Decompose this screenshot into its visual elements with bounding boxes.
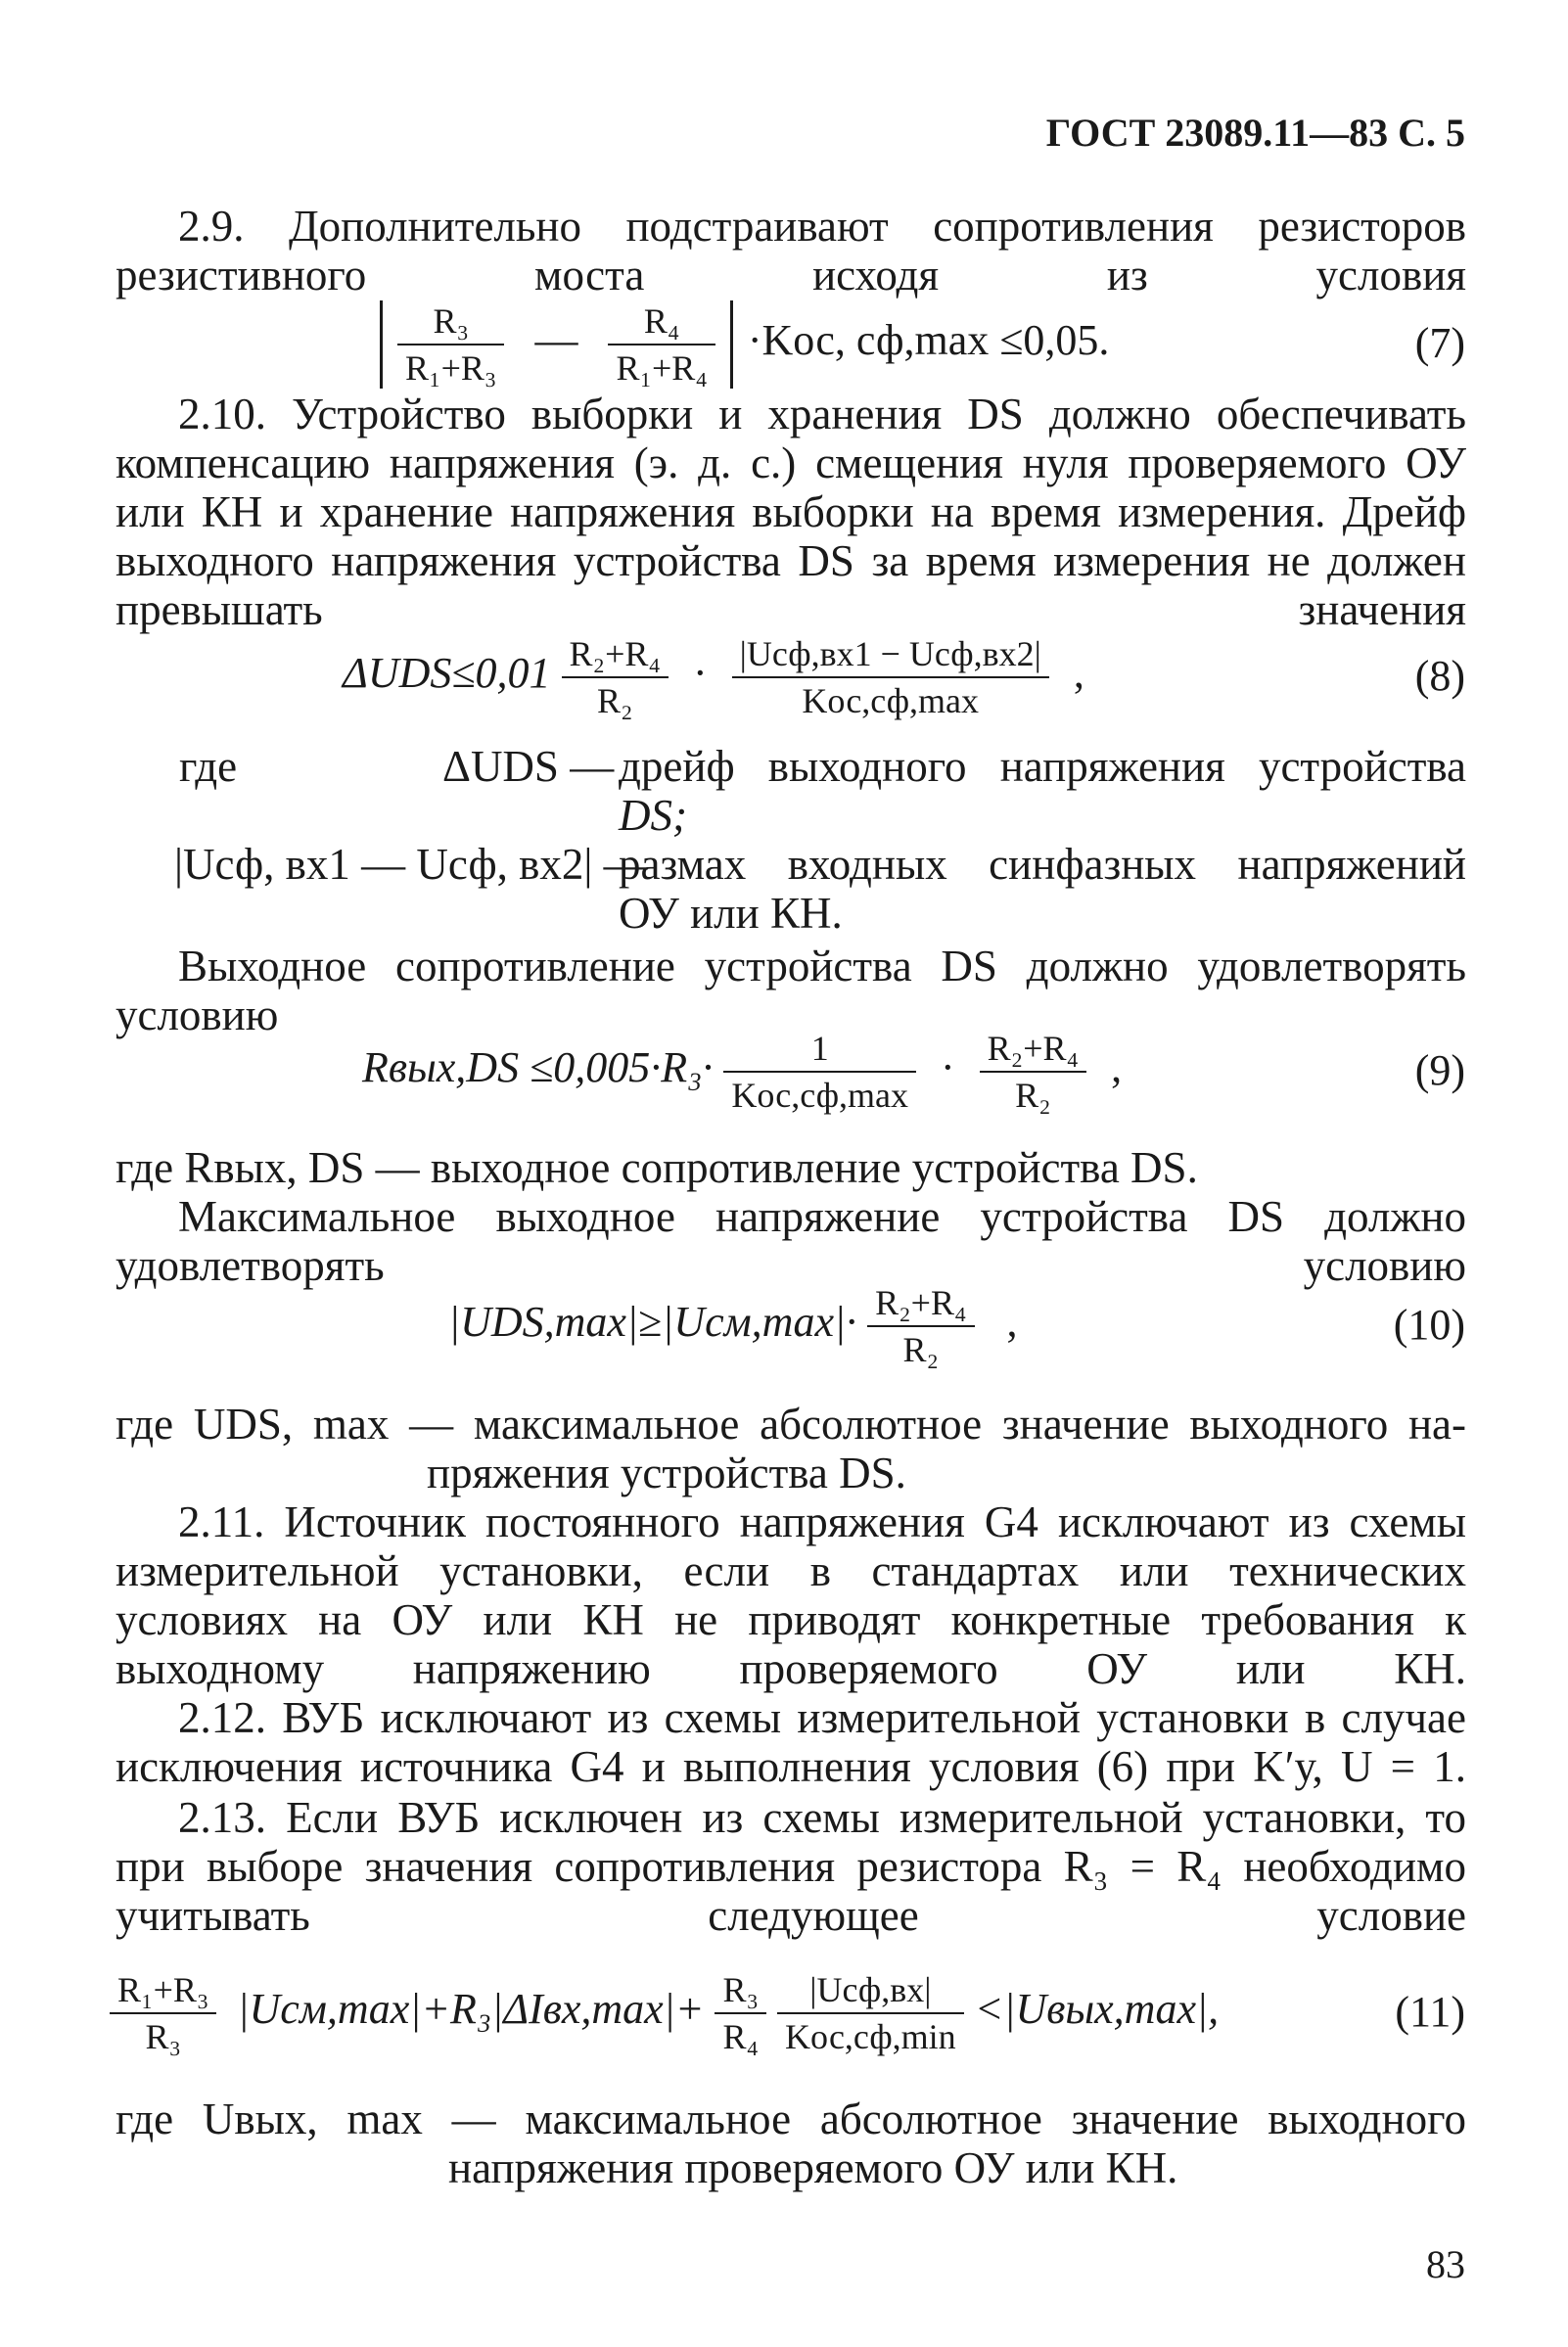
paragraph-2-10: 2.10. Устройство выборки и хранения DS должно обеспечивать компенсацию напряжения (э. д. с.) смещения нуля проверяемого ОУ или КН и хранение напряжения выборки на время измерения. Дрейф выходного напряжения устройства DS за время измерения не должен превышать значения bbox=[115, 390, 1466, 634]
fraction-r2r4-eq10: $\frac{\text{R₂+R₄}}{\text{R₂}}$ bbox=[867, 1280, 974, 1372]
where-uds-max: где UDS, max — максимальное абсолютное значение выходного на- bbox=[115, 1400, 1466, 1449]
fraction-ucf: $\frac{\text{|Uсф,вх1 − Uсф,вх2|}}{\text{Kос,сф,max}}$ bbox=[732, 631, 1049, 723]
paragraph-2-12: 2.12. ВУБ исключают из схемы измерительной установки в случае исключения источника G4 и выполнения условия (6) при K′у, U = 1. bbox=[115, 1693, 1466, 1791]
where-label: где bbox=[179, 742, 238, 791]
running-head: ГОСТ 23089.11—83 С. 5 bbox=[1045, 111, 1465, 155]
where-rout: где Rвых, DS — выходное сопротивление устройства DS. bbox=[115, 1143, 1198, 1192]
desc-ucf-range-cont: ОУ или КН. bbox=[619, 889, 843, 938]
abs-bar-right bbox=[730, 300, 733, 389]
paragraph-2-11: 2.11. Источник постоянного напряжения G4 исключают из схемы измерительной установки, если в стандартах или технических условиях на ОУ или КН не приводят конкретные требования к выходному напряжению проверяемого ОУ или КН. bbox=[115, 1497, 1466, 1693]
fraction-one-over-k: $\frac{1}{\text{Kос,сф,max}}$ bbox=[723, 1026, 916, 1118]
desc-ucf-range: размах входных синфазных напряжений bbox=[619, 840, 1466, 889]
equation-7: $\frac{\text{R₃}}{\text{R₁+R₃}}$ — $\frac{\text{R₄}}{\text{R₁+R₄}}$ ·Kос, сф,max ≤0,05. bbox=[376, 299, 1109, 391]
equation-number-11: (11) bbox=[1395, 1988, 1465, 2036]
fraction-r2r4: $\frac{\text{R₂+R₄}}{\text{R₂}}$ bbox=[562, 631, 669, 723]
equation-8: ΔUDS≤0,01 $\frac{\text{R₂+R₄}}{\text{R₂}}$ · $\frac{\text{|Uсф,вх1 − Uсф,вх2|}}{\text{Kос,сф,max}}$ , bbox=[343, 631, 1084, 723]
paragraph-2-9: 2.9. Дополнительно подстраивают сопротивления резисторов резистивного моста исходя из условия bbox=[115, 202, 1466, 299]
term-delta-uds: ΔUDS — bbox=[442, 742, 615, 791]
fraction-r1r3-over-r3: $\frac{\text{R₁+R₃}}{\text{R₃}}$ bbox=[110, 1967, 216, 2059]
page-number: 83 bbox=[1426, 2242, 1465, 2286]
equation-9: Rвых,DS ≤0,005·R₃· $\frac{1}{\text{Kос,сф,max}}$ · $\frac{\text{R₂+R₄}}{\text{R₂}}$ , bbox=[362, 1026, 1122, 1118]
paragraph-max-output-voltage: Максимальное выходное напряжение устройства DS должно удовлетворять условию bbox=[115, 1192, 1466, 1290]
abs-bar-left bbox=[380, 300, 383, 389]
equation-number-9: (9) bbox=[1414, 1046, 1465, 1094]
equation-7-tail: ·Kос, сф,max ≤0,05. bbox=[747, 316, 1110, 365]
fraction-r2r4-over-r2: $\frac{\text{R₂+R₄}}{\text{R₂}}$ bbox=[980, 1026, 1086, 1118]
desc-delta-uds-cont: DS; bbox=[619, 791, 687, 840]
equation-number-7: (7) bbox=[1414, 319, 1465, 367]
equation-10: |UDS,max|≥|Uсм,max|· $\frac{\text{R₂+R₄}}{\text{R₂}}$ , bbox=[448, 1280, 1018, 1372]
paragraph-2-13: 2.13. Если ВУБ исключен из схемы измерительной установки, то при выборе значения сопротивления резистора R₃ = R₄ необходимо учитывать следующее условие bbox=[115, 1793, 1466, 1940]
equation-number-8: (8) bbox=[1414, 652, 1465, 700]
where-uout-max-cont: напряжения проверяемого ОУ или КН. bbox=[448, 2143, 1178, 2192]
fraction-r3: $\frac{\text{R₃}}{\text{R₁+R₃}}$ bbox=[397, 299, 504, 391]
fraction-r3-over-r4: $\frac{\text{R₃}}{\text{R₄}}$ bbox=[715, 1967, 766, 2059]
fraction-r4: $\frac{\text{R₄}}{\text{R₁+R₄}}$ bbox=[608, 299, 715, 391]
term-ucf-range: |Uсф, вх1 — Uсф, вх2| — bbox=[174, 840, 648, 889]
paragraph-output-resistance: Выходное сопротивление устройства DS должно удовлетворять условию bbox=[115, 942, 1466, 1039]
where-uds-max-cont: пряжения устройства DS. bbox=[427, 1449, 906, 1497]
where-uout-max: где Uвых, max — максимальное абсолютное значение выходного bbox=[115, 2094, 1466, 2143]
equation-number-10: (10) bbox=[1393, 1301, 1465, 1349]
equation-11: $\frac{\text{R₁+R₃}}{\text{R₃}}$ |Uсм,max|+R₃|ΔIвх,max|+ $\frac{\text{R₃}}{\text{R₄}}$ $\frac{\text{|Uсф,вх|}}{\text{Kос,сф,min}}$ <|Uвых,max|, bbox=[110, 1967, 1219, 2059]
fraction-ucf-over-kmin: $\frac{\text{|Uсф,вх|}}{\text{Kос,сф,min}}$ bbox=[777, 1967, 964, 2059]
desc-delta-uds: дрейф выходного напряжения устройства bbox=[619, 742, 1466, 791]
